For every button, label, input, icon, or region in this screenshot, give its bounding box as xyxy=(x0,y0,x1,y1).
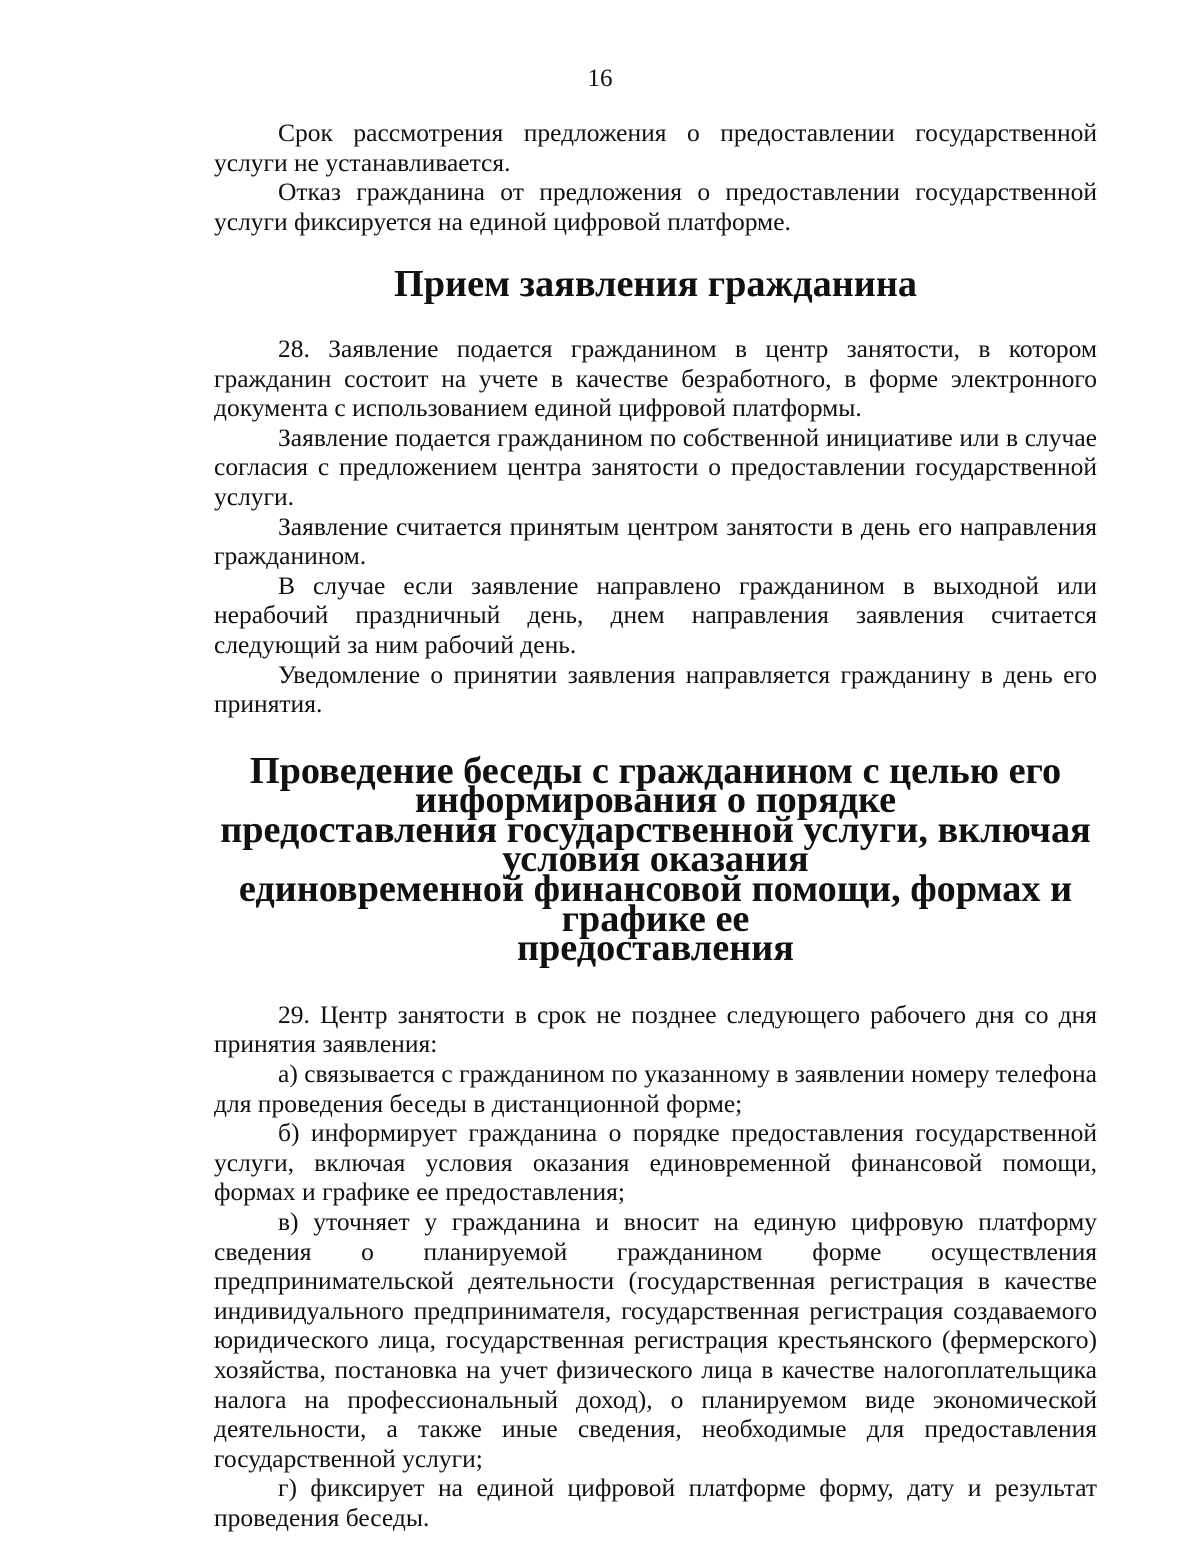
paragraph-29-b: б) информирует гражданина о порядке предоставления государственной услуги, включая условия оказания единовременной финансовой помощи, формах и графике ее предоставления; xyxy=(214,1118,1097,1207)
heading-line: Проведение беседы с гражданином с целью его информирования о порядке xyxy=(249,749,1062,822)
paragraph-29-v: в) уточняет у гражданина и вносит на единую цифровую платформу сведения о планируемой гражданином форме осуществления предпринимательской деятельности (государственная регистрация в качестве индивидуального предпринимателя, государственная регистрация создаваемого юридического лица, государственная регистрация крестьянского (фермерского) хозяйства, постановка на учет физического лица в качестве налогоплательщика налога на профессиональный доход), о планируемом виде экономической деятельности, а также иные сведения, необходимые для предоставления государственной услуги; xyxy=(214,1207,1097,1473)
paragraph-29-a: а) связывается с гражданином по указанному в заявлении номеру телефона для проведения беседы в дистанционной форме; xyxy=(214,1059,1097,1118)
paragraph-review-term: Срок рассмотрения предложения о предоставлении государственной услуги не устанавливается. xyxy=(214,118,1097,177)
paragraph-refusal: Отказ гражданина от предложения о предоставлении государственной услуги фиксируется на единой цифровой платформе. xyxy=(214,177,1097,236)
heading-line: единовременной финансовой помощи, формах и графике ее xyxy=(238,868,1073,940)
paragraph-holiday: В случае если заявление направлено гражданином в выходной или нерабочий праздничный день, днем направления заявления считается следующий за ним рабочий день. xyxy=(214,570,1097,659)
section-heading-application: Прием заявления гражданина xyxy=(394,263,917,306)
paragraph-29: 29. Центр занятости в срок не позднее следующего рабочего дня со дня принятия заявления: xyxy=(214,999,1097,1059)
paragraph-28: 28. Заявление подается гражданином в центр занятости, в котором гражданин состоит на учете в качестве безработного, в форме электронного документа с использованием единой цифровой платформы. xyxy=(214,333,1097,423)
section-heading-interview xyxy=(214,749,1097,970)
document-body xyxy=(214,118,1097,1533)
paragraph-notification: Уведомление о принятии заявления направляется гражданину в день его принятия. xyxy=(214,659,1097,719)
paragraph-initiative: Заявление подается гражданином по собственной инициативе или в случае согласия с предложением центра занятости о предоставлении государственной услуги. xyxy=(214,422,1097,511)
paragraph-29-g: г) фиксирует на единой цифровой платформе форму, дату и результат проведения беседы. xyxy=(214,1473,1097,1532)
paragraph-accepted: Заявление считается принятым центром занятости в день его направления гражданином. xyxy=(214,511,1097,571)
page-number: 16 xyxy=(587,65,613,92)
heading-line: предоставления государственной услуги, включая условия оказания xyxy=(220,808,1091,881)
heading-line: предоставления xyxy=(517,927,794,970)
